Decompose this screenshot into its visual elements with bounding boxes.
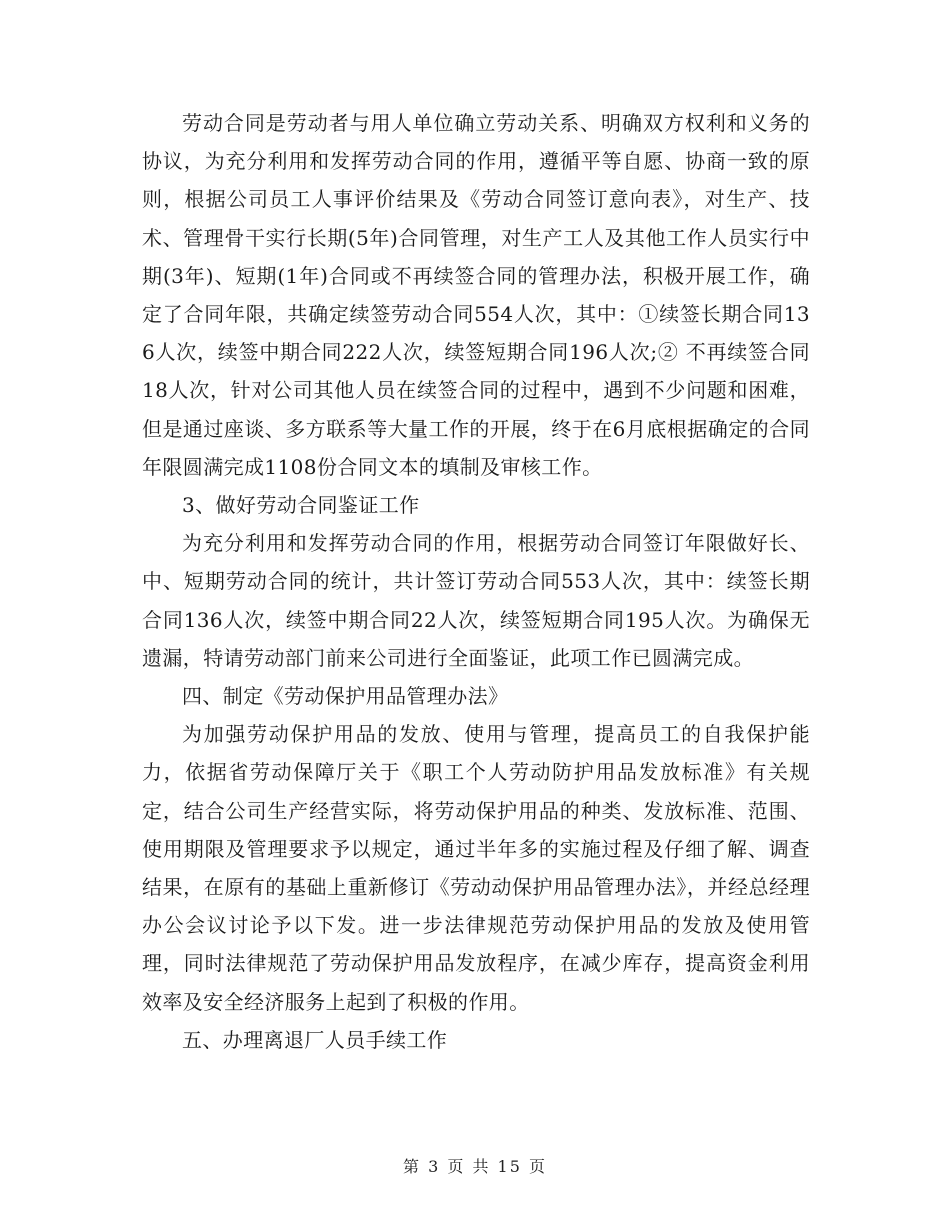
page-footer	[0, 1154, 950, 1177]
footer-total-pages: 15	[497, 1157, 522, 1176]
footer-prefix: 第	[402, 1157, 421, 1176]
footer-suffix: 页	[529, 1157, 548, 1176]
heading-contract-verification: 3、做好劳动合同鉴证工作	[182, 493, 420, 518]
document-body	[142, 104, 810, 1059]
heading-protective-equipment: 四、制定《劳动保护用品管理办法》	[182, 684, 509, 709]
heading-retirement-procedures: 五、办理离退厂人员手续工作	[182, 1027, 448, 1052]
footer-mid: 页 共	[447, 1157, 491, 1176]
paragraph-contract-verification: 为充分利用和发挥劳动合同的作用，根据劳动合同签订年限做好长、中、短期劳动合同的统计，共计签订劳动合同553人次，其中：续签长期合同136人次，续签中期合同22人次，续签短期合同195人次。为确保无遗漏，特请劳动部门前来公司进行全面鉴证，此项工作已圆满完成。	[142, 531, 810, 670]
paragraph-protective-equipment: 为加强劳动保护用品的发放、使用与管理，提高员工的自我保护能力，依据省劳动保障厅关于《职工个人劳动防护用品发放标准》有关规定，结合公司生产经营实际，将劳动保护用品的种类、发放标准、范围、使用期限及管理要求予以规定，通过半年多的实施过程及仔细了解、调查结果，在原有的基础上重新修订《劳动动保护用品管理办法》，并经总经理办公会议讨论予以下发。进一步法律规范劳动保护用品的发放及使用管理，同时法律规范了劳动保护用品发放程序，在减少库存，提高资金利用效率及安全经济服务上起到了积极的作用。	[142, 722, 810, 1014]
paragraph-contract-renewal: 劳动合同是劳动者与用人单位确立劳动关系、明确双方权利和义务的协议，为充分利用和发挥劳动合同的作用，遵循平等自愿、协商一致的原则，根据公司员工人事评价结果及《劳动合同签订意向表》，对生产、技术、管理骨干实行长期(5年)合同管理，对生产工人及其他工作人员实行中期(3年)、短期(1年)合同或不再续签合同的管理办法，积极开展工作，确定了合同年限，共确定续签劳动合同554人次，其中：①续签长期合同136人次，续签中期合同222人次，续签短期合同196人次;② 不再续签合同18人次，针对公司其他人员在续签合同的过程中，遇到不少问题和困难，但是通过座谈、多方联系等大量工作的开展，终于在6月底根据确定的合同年限圆满完成1108份合同文本的填制及审核工作。	[142, 111, 810, 479]
footer-current-page: 3	[428, 1157, 441, 1176]
